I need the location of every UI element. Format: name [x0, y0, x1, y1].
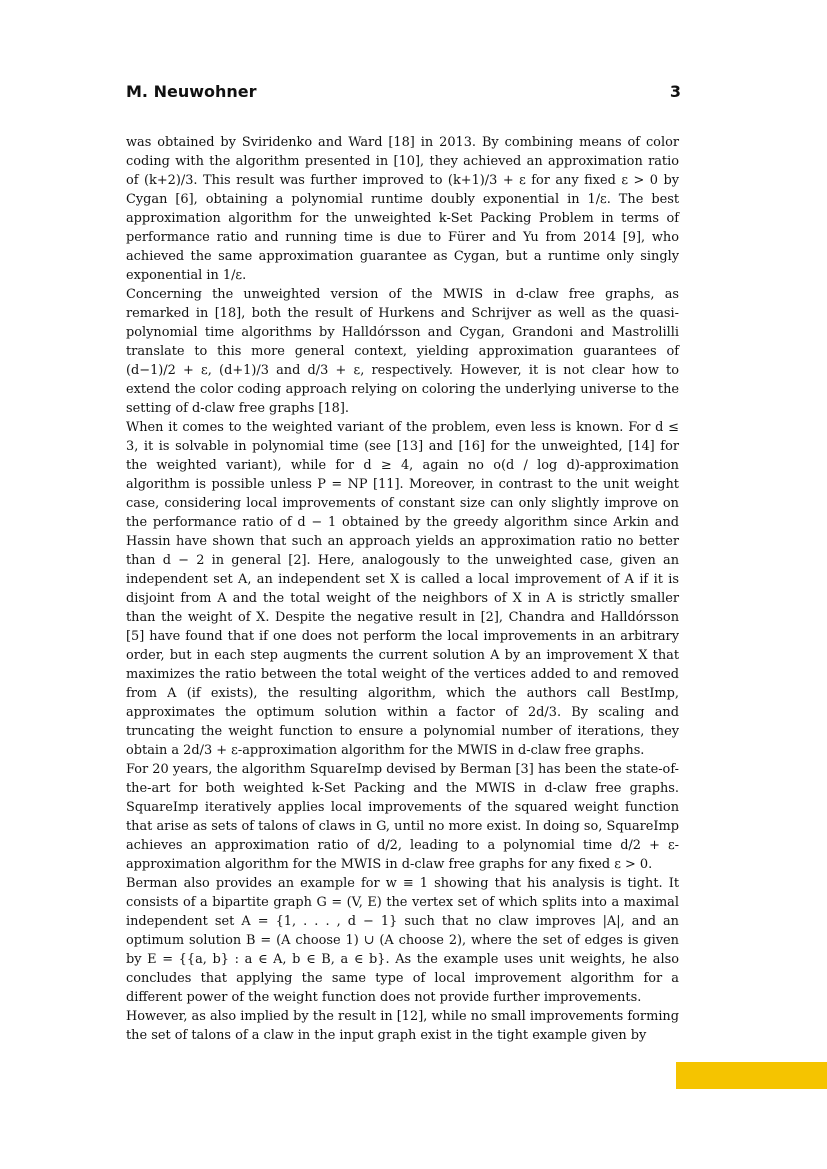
paragraph: When it comes to the weighted variant of the problem, even less is known. For d ≤ 3, it is solvable in polynomial time (see [13] and [16] for the unweighted, [14] for the weighted variant), while for d ≥ 4, again no o(d / log d)-approximation algorithm is possible unless P = NP [11]. Moreover, in contrast to the unit weight case, considering local improvements of constant size can only slightly improve on the performance ratio of d − 1 obtained by the greedy algorithm since Arkin and Hassin have shown that such an approach yields an approximation ratio no better than d − 2 in general [2]. Here, analogously to the unweighted case, given an independent set A, an independent set X is called a local improvement of A if it is disjoint from A and the total weight of the neighbors of X in A is strictly smaller than the weight of X. Despite the negative result in [2], Chandra and Halldórsson [5] have found that if one does not perform the local improvements in an arbitrary order, but in each step augments the current solution A by an improvement X that maximizes the ratio between the total weight of the vertices added to and removed from A (if exists), the resulting algorithm, which the authors call BestImp, approximates the optimum solution within a factor of 2d/3. By scaling and truncating the weight function to ensure a polynomial number of iterations, they obtain a 2d/3 + ε-approximation algorithm for the MWIS in d-claw free graphs. — [126, 420, 679, 758]
paragraph: Berman also provides an example for w ≡ 1 showing that his analysis is tight. It consists of a bipartite graph G = (V, E) the vertex set of which splits into a maximal independent set A = {1, . . . , d − 1} such that no claw improves |A|, and an optimum solution B = (A choose 1) ∪ (A choose 2), where the set of edges is given by E = {{a, b} : a ∈ A, b ∈ B, a ∈ b}. As the example uses unit weights, he also concludes that applying the same type of local improvement algorithm for a different power of the weight function does not provide further improvements. — [126, 876, 679, 1005]
paragraph: However, as also implied by the result in [12], while no small improvements forming the set of talons of a claw in the input graph exist in the tight example given by — [126, 1009, 679, 1043]
page-number: 3 — [669, 82, 681, 101]
body-text — [126, 133, 679, 1045]
running-head-author: M. Neuwohner — [126, 82, 257, 101]
footer-accent-tab — [676, 1062, 827, 1089]
paragraph: Concerning the unweighted version of the MWIS in d-claw free graphs, as remarked in [18], both the result of Hurkens and Schrijver as well as the quasi-polynomial time algorithms by Halldórsson and Cygan, Grandoni and Mastrolilli translate to this more general context, yielding approximation guarantees of (d−1)/2 + ε, (d+1)/3 and d/3 + ε, respectively. However, it is not clear how to extend the color coding approach relying on coloring the underlying universe to the setting of d-claw free graphs [18]. — [126, 287, 679, 416]
paragraph: For 20 years, the algorithm SquareImp devised by Berman [3] has been the state-of-the-art for both weighted k-Set Packing and the MWIS in d-claw free graphs. SquareImp iteratively applies local improvements of the squared weight function that arise as sets of talons of claws in G, until no more exist. In doing so, SquareImp achieves an approximation ratio of d/2, leading to a polynomial time d/2 + ε-approximation algorithm for the MWIS in d-claw free graphs for any fixed ε > 0. — [126, 762, 679, 872]
page-header — [126, 82, 681, 101]
paragraph: was obtained by Sviridenko and Ward [18] in 2013. By combining means of color coding with the algorithm presented in [10], they achieved an approximation ratio of (k+2)/3. This result was further improved to (k+1)/3 + ε for any fixed ε > 0 by Cygan [6], obtaining a polynomial runtime doubly exponential in 1/ε. The best approximation algorithm for the unweighted k-Set Packing Problem in terms of performance ratio and running time is due to Fürer and Yu from 2014 [9], who achieved the same approximation guarantee as Cygan, but a runtime only singly exponential in 1/ε. — [126, 135, 679, 283]
